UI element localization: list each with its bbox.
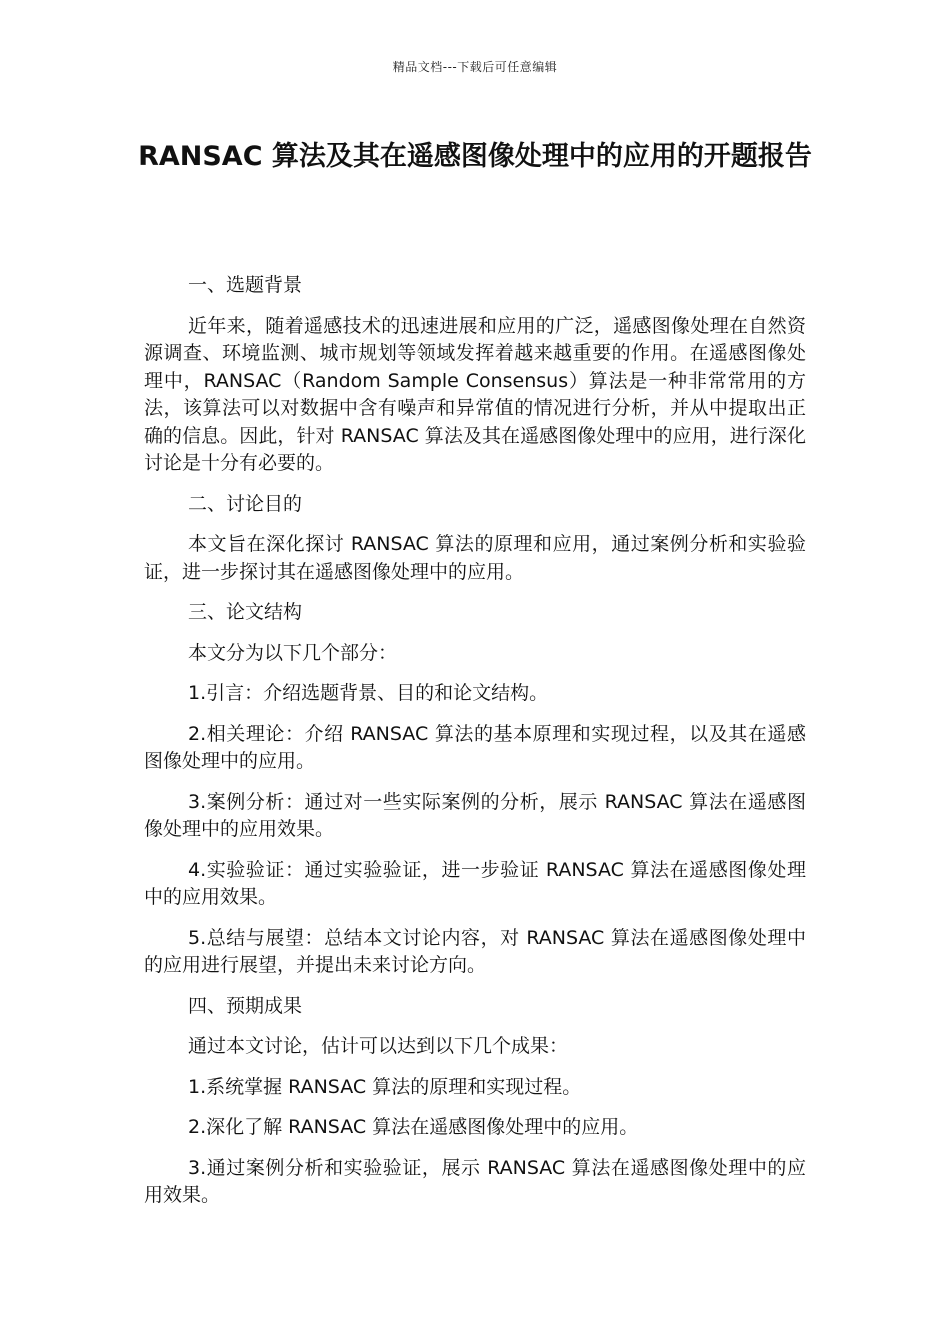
section-heading-background: 一、选题背景 bbox=[188, 274, 303, 296]
paragraph-structure-intro: 本文分为以下几个部分： bbox=[188, 641, 398, 664]
list-item-outcome-2: 2.深化了解 RANSAC 算法在遥感图像处理中的应用。 bbox=[188, 1116, 639, 1138]
section-heading-purpose: 二、讨论目的 bbox=[188, 492, 303, 515]
list-item-structure-1: 1.引言：介绍选题背景、目的和论文结构。 bbox=[188, 682, 549, 704]
list-item-structure-4: 4.实验验证：通过实验验证，进一步验证 RANSAC 算法在遥感图像处理中的应用效果。 bbox=[144, 858, 806, 908]
section-heading-structure: 三、论文结构 bbox=[188, 601, 303, 623]
paragraph-outcomes-intro: 通过本文讨论，估计可以达到以下几个成果： bbox=[188, 1035, 569, 1057]
list-item-outcome-3: 3.通过案例分析和实验验证，展示 RANSAC 算法在遥感图像处理中的应用效果。 bbox=[144, 1156, 806, 1206]
document-title: RANSAC 算法及其在遥感图像处理中的应用的开题报告 bbox=[138, 141, 812, 172]
list-item-structure-2: 2.相关理论：介绍 RANSAC 算法的基本原理和实现过程，以及其在遥感图像处理中的应用。 bbox=[144, 722, 806, 772]
list-item-structure-3: 3.案例分析：通过对一些实际案例的分析，展示 RANSAC 算法在遥感图像处理中的应用效果。 bbox=[144, 790, 806, 840]
list-item-outcome-1: 1.系统掌握 RANSAC 算法的原理和实现过程。 bbox=[188, 1075, 582, 1098]
list-item-structure-5: 5.总结与展望：总结本文讨论内容，对 RANSAC 算法在遥感图像处理中的应用进行展望，并提出未来讨论方向。 bbox=[144, 926, 806, 976]
paragraph-background: 近年来，随着遥感技术的迅速进展和应用的广泛，遥感图像处理在自然资源调查、环境监测、城市规划等领域发挥着越来越重要的作用。在遥感图像处理中，RANSAC（Random Sample Consensus）算法是一种非常常用的方法，该算法可以对数据中含有噪声和异常值的情况进行分析，并从中提取出正确的信息。因此，针对 RANSAC 算法及其在遥感图像处理中的应用，进行深化讨论是十分有必要的。 bbox=[144, 314, 806, 474]
paragraph-purpose: 本文旨在深化探讨 RANSAC 算法的原理和应用，通过案例分析和实验验证，进一步探讨其在遥感图像处理中的应用。 bbox=[144, 533, 806, 583]
section-heading-outcomes: 四、预期成果 bbox=[188, 994, 303, 1017]
document-body bbox=[144, 272, 806, 1223]
header-note: 精品文档---下载后可任意编辑 bbox=[392, 60, 558, 74]
